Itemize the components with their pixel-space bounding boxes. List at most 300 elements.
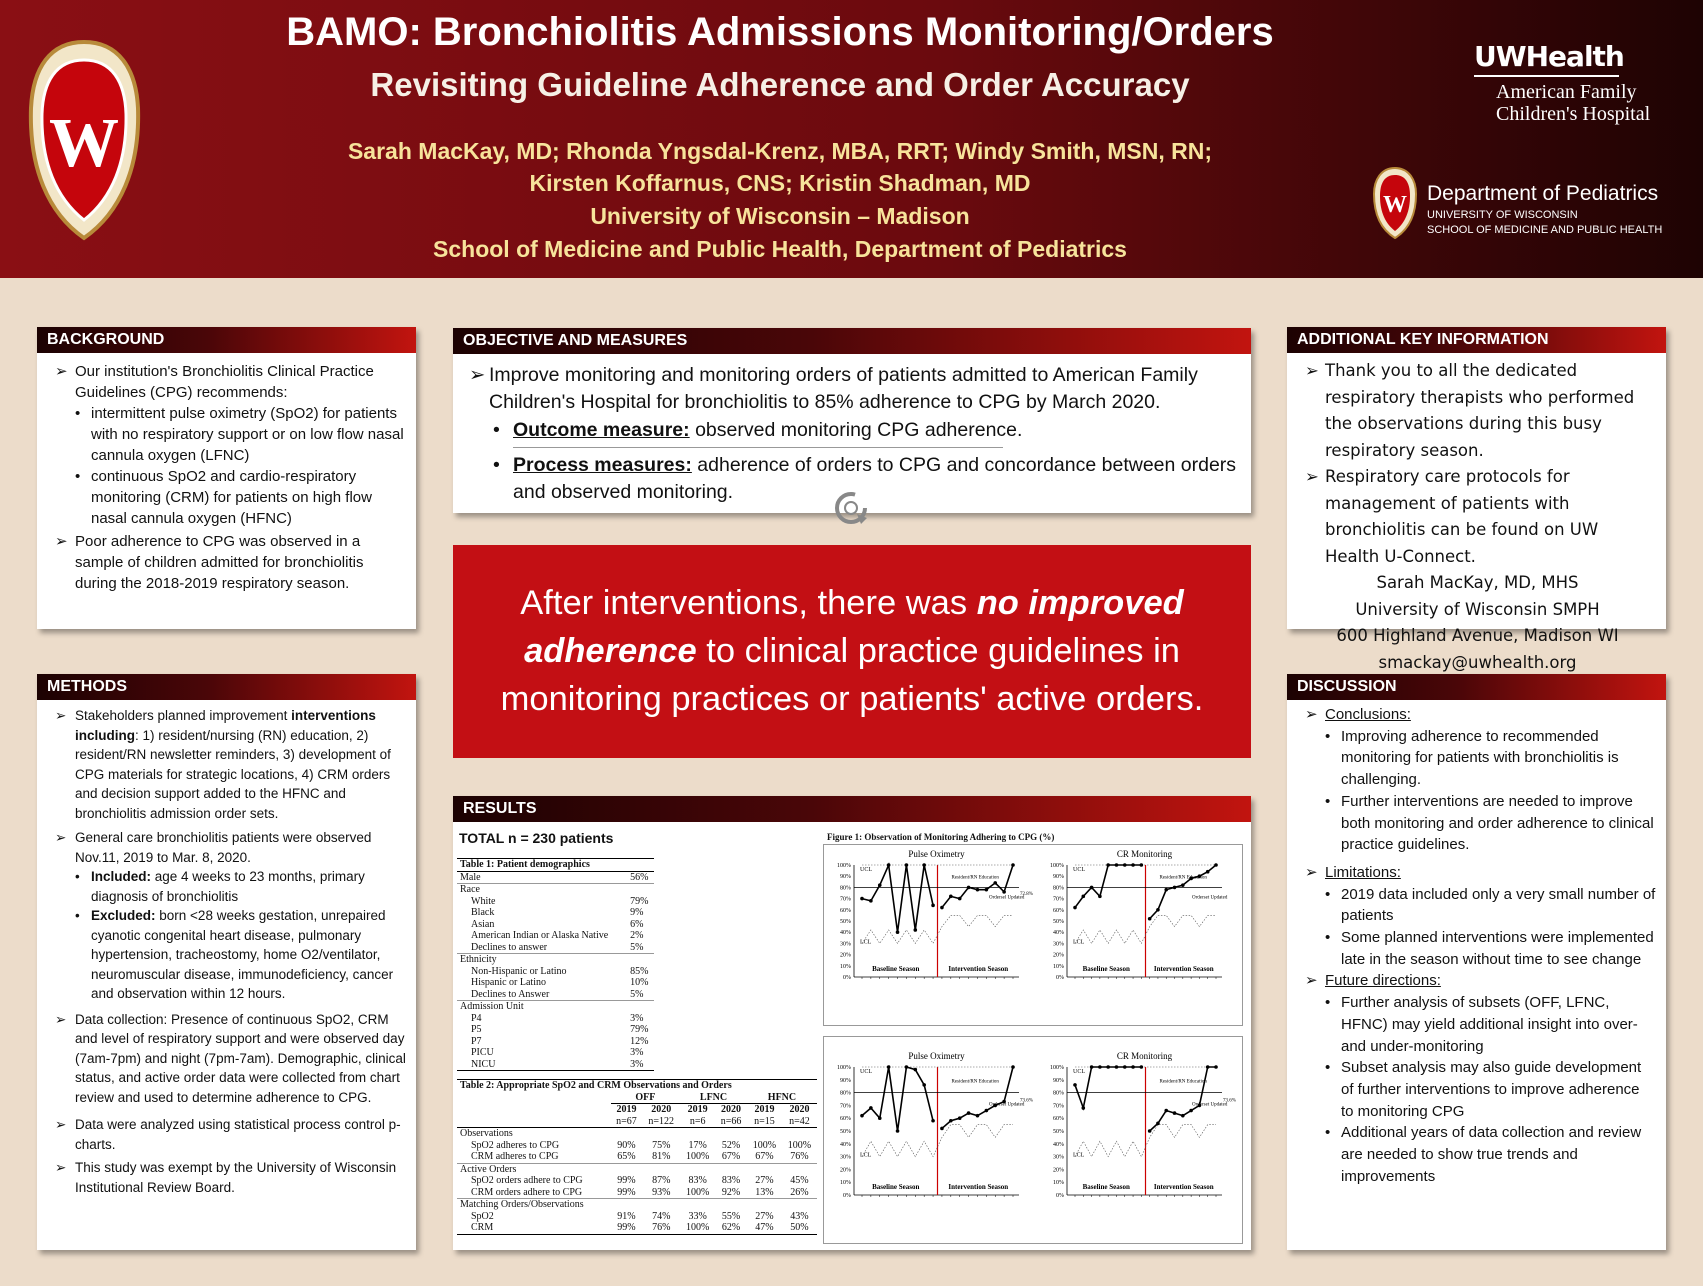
- afch-name-2: Children's Hospital: [1496, 103, 1651, 125]
- y-tick-label: 50%: [840, 919, 851, 925]
- t1-row: [457, 989, 654, 1001]
- annotation-orderset: Ordersel Updated: [989, 895, 1025, 901]
- t2-cell: 26%: [790, 1186, 809, 1198]
- background-bullet-1: ➢ Our institution's Bronchiolitis Clinical Practice Guidelines (CPG) recommends:: [49, 361, 406, 403]
- y-tick-label: 50%: [1053, 1129, 1064, 1135]
- t2-cell: 100%: [685, 1222, 710, 1233]
- data-point: [860, 1114, 864, 1118]
- t1-label: PICU: [471, 1047, 494, 1058]
- figure-1: [823, 844, 1243, 1026]
- discussion-panel: [1287, 674, 1666, 1250]
- dept-pediatrics-logo: [1372, 166, 1663, 245]
- t2-group: HFNC: [747, 1092, 817, 1104]
- y-tick-label: 40%: [840, 930, 851, 937]
- data-point: [1206, 870, 1210, 874]
- chart-fig1-cr-monitoring: [1037, 845, 1242, 1025]
- t1-label: Ethnicity: [457, 954, 627, 966]
- t2-section: [457, 1128, 817, 1140]
- uw-health-wordmark: UWHealth: [1474, 40, 1619, 77]
- data-point: [878, 1116, 882, 1120]
- t1-label: Admission Unit: [457, 1001, 627, 1013]
- t1-label: Male: [460, 871, 481, 883]
- institution: University of Wisconsin – Madison: [590, 203, 970, 229]
- t2-cell: 91%: [617, 1210, 636, 1222]
- data-point: [913, 928, 917, 932]
- t1-value: [627, 884, 654, 896]
- data-point: [913, 1068, 917, 1072]
- chart-title: CR Monitoring: [1116, 849, 1173, 859]
- svg-text:W: W: [1383, 192, 1407, 218]
- y-tick-label: 50%: [1053, 919, 1064, 925]
- included-label: Included:: [91, 869, 151, 884]
- annotation-education: Resident/RN Education: [1159, 875, 1207, 881]
- process-text: adherence of orders to CPG and concordance between orders and observed monitoring.: [513, 454, 1237, 503]
- limitations-label: ➢ Limitations:: [1299, 862, 1656, 884]
- t2-section-label: Active Orders: [457, 1163, 817, 1175]
- t2-label: SpO2 adheres to CPG: [471, 1139, 560, 1151]
- t2-cell: 27%: [755, 1210, 774, 1222]
- conclusion-2: • Further interventions are needed to improve both monitoring and order adherence to clinical practice guidelines.: [1299, 791, 1656, 856]
- t2-cell: 99%: [617, 1186, 636, 1198]
- data-point: [869, 899, 873, 903]
- t2-group: LFNC: [680, 1092, 747, 1104]
- t1-label: P4: [471, 1012, 482, 1024]
- table-patient-demographics: [457, 858, 654, 1071]
- t2-cell: 76%: [790, 1151, 809, 1162]
- t1-label: Declines to answer: [471, 941, 548, 953]
- y-tick-label: 0%: [1056, 975, 1064, 981]
- series-line-intervention: [1150, 1067, 1216, 1131]
- t1-row: [457, 1024, 654, 1036]
- objective-bullet: ➢ Improve monitoring and monitoring orders of patients admitted to American Family Children's Hospital for bronchiolitis to 85% adherence to CPG by March 2020.: [463, 362, 1239, 416]
- data-point: [1206, 1065, 1210, 1069]
- t2-cell: 92%: [721, 1186, 741, 1198]
- results-panel: [453, 796, 1251, 1250]
- data-point: [1214, 863, 1218, 867]
- t1-value: 79%: [630, 1024, 649, 1035]
- t1-row: [457, 1047, 654, 1059]
- t2-cell: 50%: [790, 1222, 809, 1233]
- y-tick-label: 60%: [1053, 907, 1064, 914]
- annotation-ucl: UCL: [860, 1069, 872, 1075]
- t2-row: [457, 1175, 817, 1187]
- data-point: [958, 897, 962, 901]
- data-point: [1081, 1106, 1085, 1110]
- t1-value: 10%: [630, 977, 649, 988]
- series-line-intervention: [1150, 865, 1216, 919]
- y-tick-label: 30%: [1053, 941, 1064, 948]
- data-point: [896, 1129, 900, 1133]
- data-point: [1189, 1109, 1193, 1113]
- t1-row: [457, 954, 654, 966]
- data-point: [1140, 863, 1144, 867]
- data-point: [887, 863, 891, 867]
- series-line-intervention: [942, 1067, 1013, 1128]
- methods-included: [49, 867, 406, 906]
- data-point: [1156, 908, 1160, 912]
- t1-row: [457, 907, 654, 919]
- t1-value: [627, 954, 654, 966]
- t1-label: White: [471, 895, 496, 907]
- data-point: [1131, 863, 1135, 867]
- t2-cell: 74%: [652, 1210, 671, 1222]
- annotation-lcl: LCL: [1073, 939, 1085, 946]
- t2-year: 2020: [789, 1104, 810, 1115]
- t2-cell: 87%: [652, 1175, 671, 1186]
- background-panel: [37, 327, 416, 629]
- t2-group: OFF: [611, 1092, 681, 1104]
- included-text: age 4 weeks to 23 months, primary diagnosis of bronchiolitis: [91, 869, 365, 904]
- annotation-education: Resident/RN Education: [951, 1079, 999, 1085]
- data-point: [1181, 883, 1185, 887]
- annotation-education: Resident/RN Education: [1159, 1079, 1207, 1085]
- annotation-ucl: UCL: [860, 867, 872, 873]
- y-tick-label: 80%: [840, 1090, 851, 1097]
- series-line-baseline: [862, 865, 933, 932]
- t1-label: Asian: [471, 918, 495, 930]
- t1-row: [457, 896, 654, 908]
- t1-label: NICU: [471, 1058, 496, 1070]
- dept-crest-icon: [1372, 166, 1418, 240]
- data-point: [1156, 1122, 1160, 1126]
- data-point: [958, 1116, 962, 1120]
- data-point: [1181, 1114, 1185, 1118]
- chart-title: Pulse Oximetry: [908, 1051, 965, 1061]
- poster-subtitle: Revisiting Guideline Adherence and Order Accuracy: [370, 66, 1190, 103]
- data-point: [1164, 888, 1168, 892]
- contact-email[interactable]: smackay@uwhealth.org: [1378, 652, 1577, 672]
- data-point: [1011, 1065, 1015, 1069]
- methods-b1-post: : 1) resident/nursing (RN) education, 2) resident/RN newsletter reminders, 3) development of CPG materials for strategic locations, 4) CRM orders and decision support added to the HFNC and bronchiolitis admission order sets.: [75, 727, 391, 821]
- annotation-ucl: UCL: [1073, 867, 1085, 873]
- chart-fig2-pulse-oximetry: [824, 1047, 1039, 1243]
- annotation-lcl: LCL: [860, 1152, 872, 1159]
- objective-heading: OBJECTIVE AND MEASURES: [453, 328, 1251, 354]
- annotation-lcl: LCL: [1073, 1152, 1085, 1159]
- t2-n: n=42: [782, 1116, 817, 1128]
- methods-heading: METHODS: [37, 674, 416, 700]
- series-line-intervention: [942, 865, 1013, 908]
- process-measure: • Process measures: adherence of orders to CPG and concordance between orders and observed monitoring.: [493, 454, 1237, 503]
- t2-year: 2020: [721, 1104, 742, 1115]
- t1-label: P5: [471, 1024, 482, 1035]
- t1-row: [457, 1036, 654, 1048]
- y-tick-label: 60%: [840, 1116, 851, 1123]
- data-point: [993, 881, 997, 885]
- t2-row: [457, 1151, 817, 1163]
- t1-label: Declines to Answer: [471, 988, 550, 1000]
- annotation-orderset: Orderset Updated: [989, 1102, 1025, 1108]
- y-tick-label: 100%: [1050, 863, 1064, 869]
- t2-cell: 100%: [787, 1139, 812, 1151]
- data-point: [905, 1065, 909, 1069]
- y-tick-label: 60%: [1053, 1116, 1064, 1123]
- t2-cell: 76%: [652, 1222, 671, 1233]
- data-point: [1214, 1065, 1218, 1069]
- authors-line-2: Kirsten Koffarnus, CNS; Kristin Shadman, MD: [529, 170, 1031, 196]
- t2-label: CRM: [471, 1222, 494, 1233]
- t2-cell: 67%: [721, 1151, 741, 1162]
- uw-health-logo: [1474, 40, 1684, 125]
- t2-n: n=67: [611, 1116, 643, 1128]
- data-point: [1106, 863, 1110, 867]
- limitation-2: • Some planned interventions were implemented late in the season without time to see change: [1299, 927, 1656, 970]
- t1-value: 56%: [630, 871, 649, 883]
- annotation-intervention: Intervention Season: [1153, 1183, 1214, 1191]
- annotation-baseline: Baseline Season: [1082, 965, 1130, 973]
- results-total: TOTAL n = 230 patients: [459, 830, 614, 846]
- t1-title: Table 1: Patient demographics: [457, 859, 654, 872]
- y-tick-label: 40%: [1053, 930, 1064, 937]
- t2-row: [457, 1140, 817, 1152]
- data-point: [1131, 1065, 1135, 1069]
- y-tick-label: 70%: [840, 1103, 851, 1110]
- t1-row: [457, 1013, 654, 1025]
- y-tick-label: 20%: [1053, 1167, 1064, 1174]
- data-point: [940, 1127, 944, 1131]
- y-tick-label: 80%: [1053, 885, 1064, 892]
- t2-cell: 33%: [688, 1210, 707, 1222]
- data-point: [860, 897, 864, 901]
- future-1: • Further analysis of subsets (OFF, LFNC, HFNC) may yield additional insight into over- and under-monitoring: [1299, 992, 1656, 1057]
- t1-label: Hispanic or Latino: [471, 977, 546, 988]
- t2-n: n=6: [680, 1116, 715, 1128]
- methods-bullet-5: ➢ This study was exempt by the University of Wisconsin Institutional Review Board.: [49, 1158, 406, 1197]
- additional-bullet-1: ➢ Thank you to all the dedicated respiratory therapists who performed the observations during this busy respiratory season.: [1299, 358, 1656, 464]
- t1-value: 5%: [630, 941, 644, 953]
- t1-row: [457, 966, 654, 978]
- t2-cell: 65%: [617, 1151, 636, 1162]
- data-point: [869, 1106, 873, 1110]
- data-point: [1090, 1065, 1094, 1069]
- discussion-heading: DISCUSSION: [1287, 674, 1666, 700]
- y-tick-label: 10%: [840, 963, 851, 970]
- additional-bullet-2: ➢ Respiratory care protocols for management of patients with bronchiolitis can be found on UW Health U-Connect.: [1299, 464, 1656, 570]
- data-point: [1115, 863, 1119, 867]
- t2-cell: 45%: [790, 1175, 809, 1186]
- additional-heading: ADDITIONAL KEY INFORMATION: [1287, 327, 1666, 353]
- annotation-intervention: Intervention Season: [1153, 965, 1214, 973]
- excluded-label: Excluded:: [91, 908, 156, 923]
- y-tick-label: 90%: [840, 874, 851, 881]
- contact-institution: University of Wisconsin SMPH: [1355, 599, 1600, 619]
- t1-row: [457, 942, 654, 954]
- t1-row: [457, 1001, 654, 1013]
- future-2: • Subset analysis may also guide development of further interventions to improve adherence to monitoring CPG: [1299, 1057, 1656, 1122]
- data-point: [931, 904, 935, 908]
- annotation-center-value: 73.6%: [1020, 1098, 1033, 1104]
- data-point: [1002, 890, 1006, 894]
- chart-title: CR Monitoring: [1116, 1051, 1173, 1061]
- t1-label: Black: [471, 907, 495, 918]
- t1-row: [457, 1059, 654, 1071]
- excluded-text: born <28 weeks gestation, unrepaired cyanotic congenital heart disease, pulmonary hypertension, tracheostomy, home O2/ventilator, neuromuscular disease, immunodeficiency, cancer and observation within 12 hours.: [91, 908, 394, 1001]
- y-tick-label: 90%: [1053, 1077, 1064, 1084]
- t2-row: [457, 1222, 817, 1234]
- outcome-measure: • Outcome measure: observed monitoring CPG adherence.: [493, 419, 1023, 441]
- t2-row: [457, 1187, 817, 1199]
- annotation-intervention: Intervention Season: [948, 1183, 1009, 1191]
- t2-cell: 43%: [790, 1210, 809, 1222]
- t1-row: [457, 884, 654, 896]
- cycle-icon: [831, 488, 871, 528]
- y-tick-label: 60%: [840, 907, 851, 914]
- data-point: [967, 1111, 971, 1115]
- t1-value: 79%: [630, 895, 649, 907]
- annotation-baseline: Baseline Season: [872, 1183, 920, 1191]
- y-tick-label: 40%: [1053, 1141, 1064, 1148]
- data-point: [896, 930, 900, 934]
- y-tick-label: 100%: [1050, 1065, 1064, 1071]
- t2-section: [457, 1163, 817, 1175]
- t2-cell: 81%: [652, 1151, 671, 1162]
- t2-label: CRM adheres to CPG: [471, 1151, 559, 1162]
- t1-value: 3%: [630, 1012, 644, 1024]
- t1-row: [457, 919, 654, 931]
- t2-n: n=66: [715, 1116, 747, 1128]
- key-finding-post: to clinical practice guidelines in monitoring practices or patients' active orders.: [500, 632, 1204, 718]
- t1-value: 9%: [630, 907, 644, 918]
- methods-bullet-2: ➢ General care bronchiolitis patients were observed Nov.11, 2019 to Mar. 8, 2020.: [49, 828, 406, 867]
- table-spo2-crm-orders: [457, 1079, 817, 1235]
- data-point: [1073, 1083, 1077, 1087]
- chart-fig1-pulse-oximetry: [824, 845, 1039, 1025]
- data-point: [1073, 906, 1077, 910]
- t2-title: Table 2: Appropriate SpO2 and CRM Observations and Orders: [457, 1080, 817, 1092]
- key-finding-box: [453, 545, 1251, 758]
- y-tick-label: 0%: [843, 1193, 851, 1199]
- data-point: [940, 906, 944, 910]
- contact-name: Sarah MacKay, MD, MHS: [1376, 573, 1579, 592]
- t2-cell: 62%: [721, 1222, 741, 1233]
- data-point: [985, 1109, 989, 1113]
- t2-cell: 100%: [752, 1139, 777, 1151]
- t2-year: 2019: [616, 1104, 637, 1115]
- y-tick-label: 70%: [840, 896, 851, 903]
- t2-section-label: Observations: [457, 1128, 817, 1140]
- y-tick-label: 100%: [837, 1065, 851, 1071]
- series-line-baseline: [862, 1067, 933, 1131]
- data-point: [922, 863, 926, 867]
- data-point: [1123, 1065, 1127, 1069]
- data-point: [949, 895, 953, 899]
- t2-cell: 47%: [755, 1222, 774, 1233]
- y-tick-label: 30%: [840, 1154, 851, 1161]
- methods-excluded: [49, 906, 406, 1004]
- t1-value: 6%: [630, 918, 644, 930]
- limitation-1: • 2019 data included only a very small number of patients: [1299, 884, 1656, 927]
- afch-name-1: American Family: [1496, 81, 1637, 103]
- t2-label: SpO2 orders adhere to CPG: [471, 1175, 583, 1186]
- methods-bullet-4: ➢ Data were analyzed using statistical process control p-charts.: [49, 1115, 406, 1154]
- methods-panel: [37, 674, 416, 1250]
- y-tick-label: 30%: [1053, 1154, 1064, 1161]
- y-tick-label: 100%: [837, 863, 851, 869]
- t2-cell: 99%: [617, 1222, 636, 1233]
- annotation-center-value: 72.8%: [1020, 892, 1033, 898]
- results-heading: RESULTS: [453, 796, 1251, 822]
- t1-value: 12%: [630, 1035, 649, 1047]
- data-point: [1148, 917, 1152, 921]
- conclusion-1: • Improving adherence to recommended monitoring for patients with bronchiolitis is challenging.: [1299, 726, 1656, 791]
- y-tick-label: 10%: [1053, 963, 1064, 970]
- contact-address: 600 Highland Avenue, Madison WI: [1336, 626, 1619, 645]
- t2-cell: 17%: [688, 1139, 707, 1151]
- t2-n: n=122: [642, 1116, 680, 1128]
- t2-section: [457, 1199, 817, 1211]
- y-tick-label: 0%: [843, 975, 851, 981]
- y-tick-label: 80%: [1053, 1090, 1064, 1097]
- y-tick-label: 30%: [840, 941, 851, 948]
- data-point: [931, 1119, 935, 1123]
- chart-fig2-cr-monitoring: [1037, 1047, 1242, 1243]
- background-heading: BACKGROUND: [37, 327, 416, 353]
- data-point: [1115, 1065, 1119, 1069]
- poster-header: [0, 0, 1703, 278]
- t2-year: 2019: [754, 1104, 775, 1115]
- outcome-text: observed monitoring CPG adherence.: [695, 419, 1023, 441]
- data-point: [878, 883, 882, 887]
- t1-value: 3%: [630, 1047, 644, 1058]
- data-point: [1098, 1065, 1102, 1069]
- t1-row: [457, 930, 654, 942]
- authors-line-1: Sarah MacKay, MD; Rhonda Yngsdal-Krenz, MBA, RRT; Windy Smith, MSN, RN;: [347, 138, 1213, 164]
- background-sub-1: • intermittent pulse oximetry (SpO2) for patients with no respiratory support or on low flow nasal cannula oxygen (LFNC): [49, 403, 406, 466]
- t2-cell: 52%: [721, 1139, 741, 1151]
- data-point: [905, 863, 909, 867]
- y-tick-label: 70%: [1053, 1103, 1064, 1110]
- background-bullet-2: ➢ Poor adherence to CPG was observed in a sample of children admitted for bronchiolitis during the 2018-2019 respiratory season.: [49, 531, 406, 594]
- y-tick-label: 20%: [1053, 952, 1064, 959]
- data-point: [976, 888, 980, 892]
- data-point: [1106, 1065, 1110, 1069]
- objective-panel: [453, 328, 1251, 513]
- key-finding-pre: After interventions, there was: [520, 584, 968, 622]
- t2-n: n=15: [747, 1116, 782, 1128]
- y-tick-label: 80%: [840, 885, 851, 892]
- t2-cell: 13%: [755, 1186, 774, 1198]
- y-tick-label: 70%: [1053, 896, 1064, 903]
- data-point: [887, 1065, 891, 1069]
- t2-section-label: Matching Orders/Observations: [457, 1199, 817, 1211]
- data-point: [1164, 1109, 1168, 1113]
- methods-bullet-1: [49, 706, 406, 823]
- additional-info-panel: [1287, 327, 1666, 672]
- y-tick-label: 10%: [840, 1180, 851, 1187]
- annotation-ucl: UCL: [1073, 1069, 1085, 1075]
- annotation-baseline: Baseline Season: [872, 965, 920, 973]
- outcome-label: Outcome measure:: [513, 419, 690, 441]
- future-label: ➢ Future directions:: [1299, 970, 1656, 992]
- t2-cell: 75%: [652, 1139, 671, 1151]
- t2-year: 2020: [651, 1104, 672, 1115]
- t2-cell: 83%: [721, 1175, 741, 1186]
- t1-value: 3%: [630, 1058, 644, 1070]
- y-tick-label: 20%: [840, 1167, 851, 1174]
- y-tick-label: 40%: [840, 1141, 851, 1148]
- data-point: [1148, 1129, 1152, 1133]
- future-3: • Additional years of data collection and review are needed to show true trends and improvements: [1299, 1122, 1656, 1187]
- t1-label: Non-Hispanic or Latino: [471, 965, 567, 977]
- chart-title: Pulse Oximetry: [908, 849, 965, 859]
- t2-cell: 90%: [617, 1139, 636, 1151]
- annotation-center-value: 73.6%: [1223, 1098, 1236, 1104]
- t2-cell: 100%: [685, 1151, 710, 1162]
- data-point: [1123, 863, 1127, 867]
- school: School of Medicine and Public Health, Department of Pediatrics: [433, 236, 1127, 262]
- y-tick-label: 50%: [840, 1129, 851, 1135]
- t2-cell: 55%: [721, 1210, 741, 1222]
